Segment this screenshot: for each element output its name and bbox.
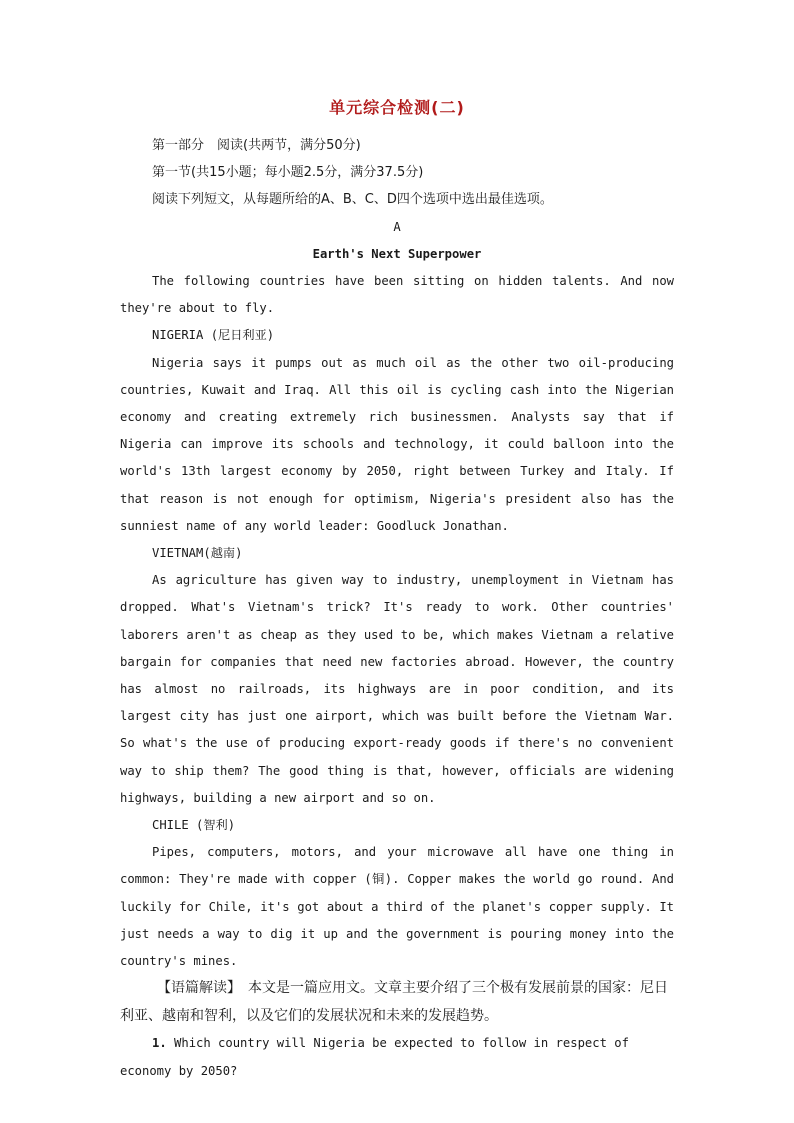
discourse-analysis [120,975,674,1030]
question-1-number: 1. [152,1036,167,1051]
chile-paragraph: Pipes, computers, motors, and your microwave all have one thing in common: They're made with copper (铜). Copper makes the world go round. And luckily for Chile, it's got about a third of the planet's copper supply. It just needs a way to dig it up and the government is pouring money into the country's mines. [120,845,674,969]
passage-intro: The following countries have been sitting on hidden talents. And now they're about to fly. [120,274,674,316]
question-1-text: Which country will Nigeria be expected to follow in respect of economy by 2050? [120,1036,629,1078]
nigeria-heading: NIGERIA (尼日利亚) [152,328,275,343]
page-title: 单元综合检测(二) [329,98,465,117]
passage-title: Earth's Next Superpower [312,246,482,261]
analysis-tag: 【语篇解读】 [157,980,234,997]
vietnam-paragraph: As agriculture has given way to industry, unemployment in Vietnam has dropped. What's Vietnam's trick? It's ready to work. Other countries' laborers aren't as cheap as they used to be, which makes Vietnam a relative bargain for companies that need new factories abroad. However, the country has almost no railroads, its highways are in poor condition, and its largest city has just one airport, which was built before the Vietnam War. So what's the use of producing export-ready goods if there's no convenient way to ship them? The good thing is that, however, officials are widening highways, building a new airport and so on. [120,573,674,805]
document-page [120,95,674,1085]
instruction-text: 阅读下列短文，从每题所给的A、B、C、D四个选项中选出最佳选项。 [152,192,553,208]
chile-heading: CHILE (智利) [152,818,236,833]
analysis-text: 本文是一篇应用文。文章主要介绍了三个极有发展前景的国家：尼日利亚、越南和智利，以及它们的发展状况和未来的发展趋势。 [120,980,668,1024]
question-1 [120,1030,674,1084]
section-heading: 第一节(共15小题；每小题2.5分，满分37.5分) [152,165,424,181]
nigeria-paragraph: Nigeria says it pumps out as much oil as the other two oil-producing countries, Kuwait and Iraq. All this oil is cycling cash into the Nigerian economy and creating extremely rich businessmen. Analysts say that if Nigeria can improve its schools and technology, it could balloon into the world's 13th largest economy by 2050, right between Turkey and Italy. If that reason is not enough for optimism, Nigeria's president also has the sunniest name of any world leader: Goodluck Jonathan. [120,355,674,533]
vietnam-heading: VIETNAM(越南) [152,546,243,561]
part-heading: 第一部分 阅读(共两节，满分50分) [152,138,361,153]
passage-letter: A [393,219,401,234]
